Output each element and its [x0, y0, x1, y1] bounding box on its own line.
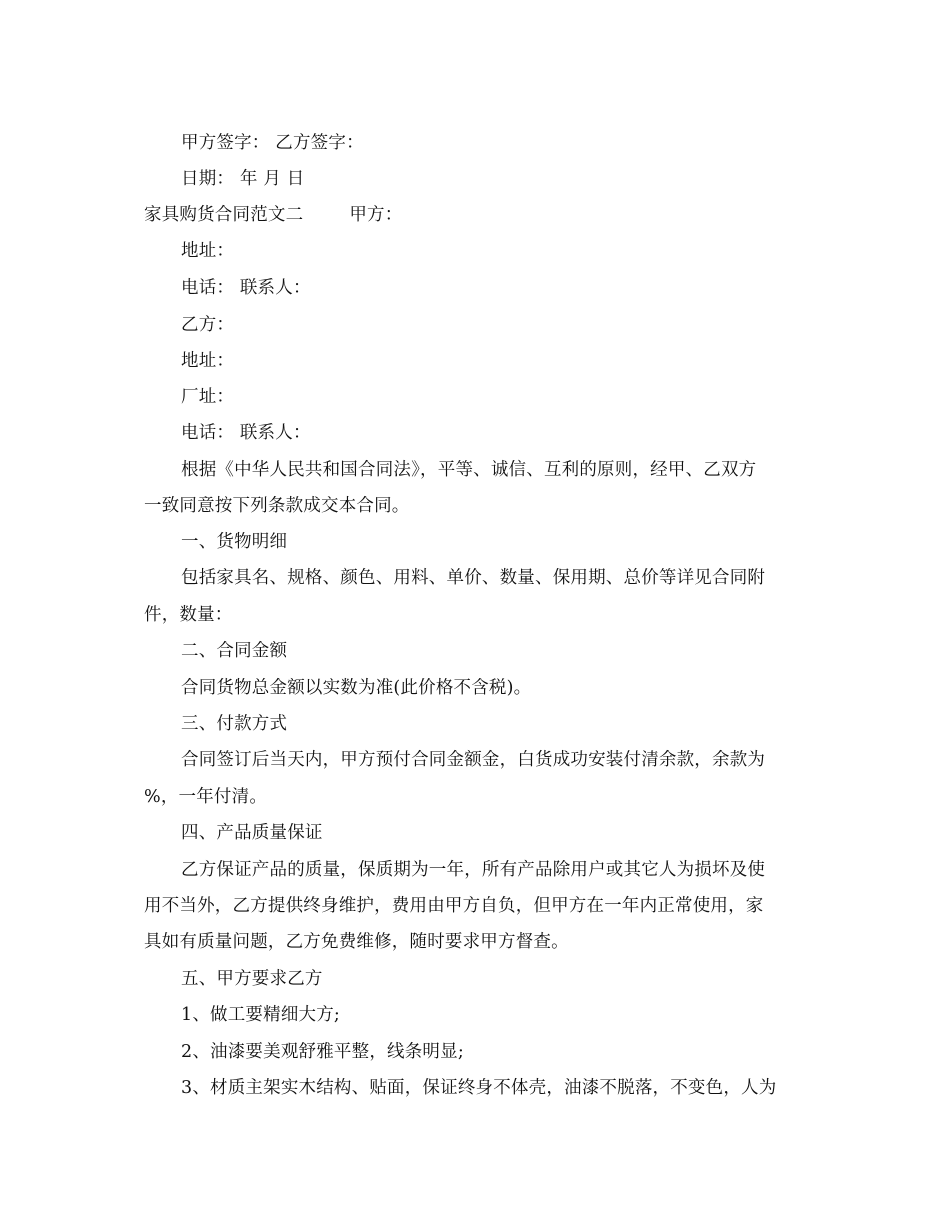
section-4-line-2: 用不当外，乙方提供终身维护，费用由甲方自负，但甲方在一年内正常使用，家 — [144, 896, 764, 916]
section-4-line-1: 乙方保证产品的质量，保质期为一年，所有产品除用户或其它人为损坏及使 — [181, 860, 766, 880]
preamble-line-2: 一致同意按下列条款成交本合同。 — [144, 496, 410, 516]
section-5-item-2: 2、油漆要美观舒雅平整，线条明显; — [181, 1042, 464, 1062]
party-b-label: 乙方： — [181, 315, 235, 335]
party-a-address: 地址： — [181, 241, 235, 261]
section-1-line-2: 件，数量： — [144, 605, 233, 625]
section-4-line-3: 具如有质量问题，乙方免费维修，随时要求甲方督查。 — [144, 932, 569, 952]
section-5-item-3: 3、材质主架实木结构、贴面，保证终身不体壳，油漆不脱落，不变色，人为 — [181, 1078, 777, 1098]
section-1-title: 一、货物明细 — [181, 532, 288, 552]
party-a-phone-contact: 电话： 联系人： — [181, 278, 311, 298]
section-4-title: 四、产品质量保证 — [181, 823, 323, 843]
date-line: 日期： 年 月 日 — [181, 169, 305, 189]
section-5-title: 五、甲方要求乙方 — [181, 969, 323, 989]
signature-line — [181, 131, 851, 155]
section-2-line-1: 合同货物总金额以实数为准(此价格不含税)。 — [181, 678, 532, 698]
contract-title: 家具购货合同范文二 — [144, 205, 304, 225]
party-a-signature-label: 甲方签字： — [181, 133, 270, 153]
section-5-item-1: 1、做工要精细大方; — [181, 1005, 341, 1025]
title-line — [144, 203, 814, 227]
section-3-line-2: %，一年付清。 — [144, 787, 268, 807]
section-3-title: 三、付款方式 — [181, 714, 288, 734]
section-3-line-1: 合同签订后当天内，甲方预付合同金额金，白货成功安装付清余款，余款为 — [181, 750, 766, 770]
section-2-title: 二、合同金额 — [181, 641, 288, 661]
party-b-factory-address: 厂址： — [181, 387, 235, 407]
party-b-address: 地址： — [181, 351, 235, 371]
preamble-line-1: 根据《中华人民共和国合同法》，平等、诚信、互利的原则，经甲、乙双方 — [181, 460, 757, 480]
party-a-label: 甲方： — [349, 205, 403, 225]
party-b-signature-label: 乙方签字： — [275, 133, 364, 153]
party-b-phone-contact: 电话： 联系人： — [181, 423, 311, 443]
section-1-line-1: 包括家具名、规格、颜色、用料、单价、数量、保用期、总价等详见合同附 — [181, 568, 766, 588]
